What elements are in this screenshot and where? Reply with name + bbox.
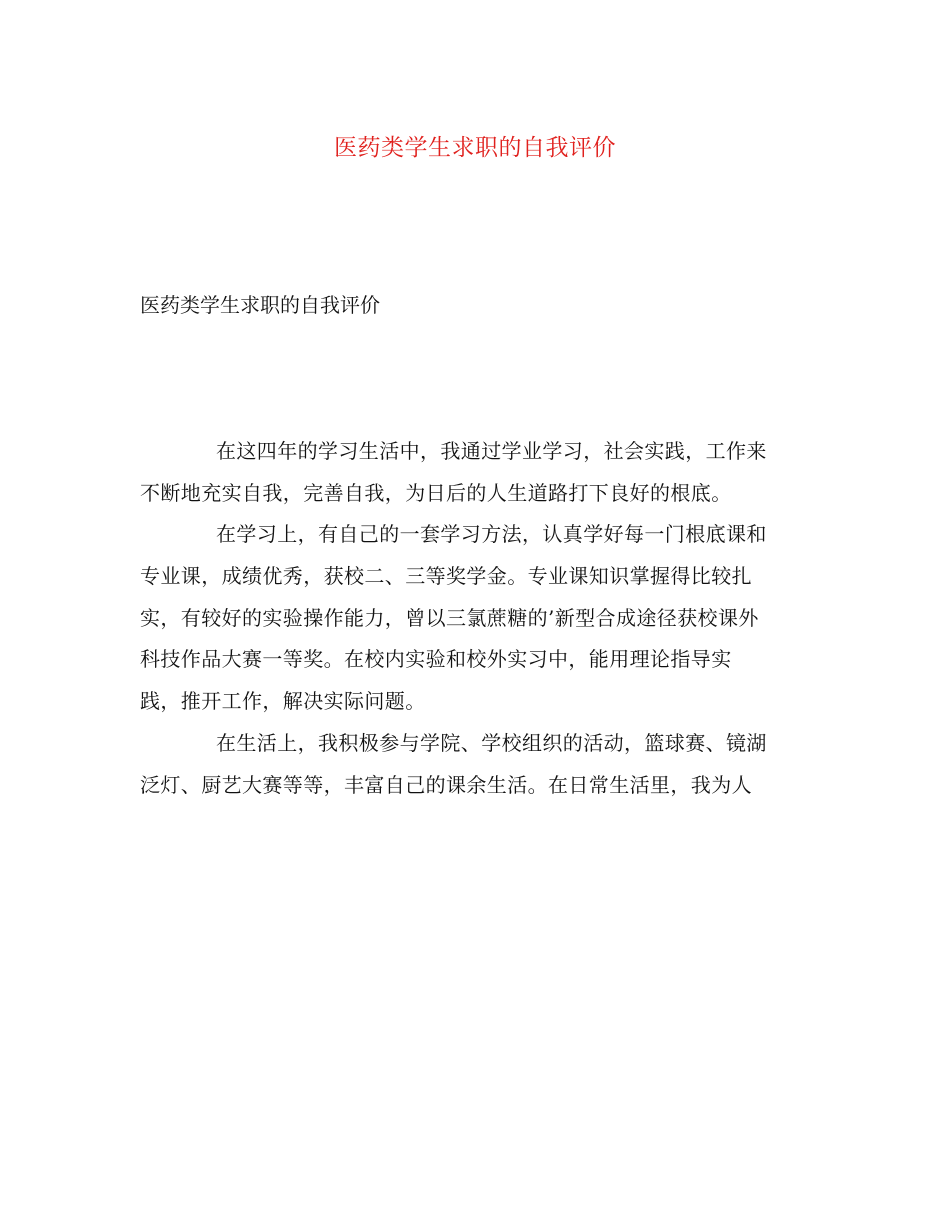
paragraph-line: 践，推开工作，解决实际问题。 (140, 689, 426, 714)
paragraph-line: 在生活上，我积极参与学院、学校组织的活动，篮球赛、镜湖 (216, 730, 767, 755)
paragraph-line: 专业课，成绩优秀，获校二、三等奖学金。专业课知识掌握得比较扎 (140, 564, 752, 589)
paragraph-line: 科技作品大赛一等奖。在校内实验和校外实习中，能用理论指导实 (140, 647, 732, 672)
paragraph-study-life (140, 431, 810, 514)
paragraph-line: 实，有较好的实验操作能力，曾以三氯蔗糖的’新型合成途径获校课外 (140, 605, 759, 630)
document-title: 医药类学生求职的自我评价 (334, 135, 616, 161)
paragraph-academics (140, 514, 810, 722)
paragraph-line: 在学习上，有自己的一套学习方法，认真学好每一门根底课和 (216, 522, 767, 547)
paragraph-line: 在这四年的学习生活中，我通过学业学习，社会实践，工作来 (216, 439, 767, 463)
paragraph-line: 不断地充实自我，完善自我，为日后的人生道路打下良好的根底。 (140, 480, 732, 505)
document-body (140, 431, 810, 806)
document-subtitle: 医药类学生求职的自我评价 (140, 293, 380, 317)
paragraph-line: 泛灯、厨艺大赛等等，丰富自己的课余生活。在日常生活里，我为人 (140, 772, 752, 797)
paragraph-daily-life (140, 723, 810, 806)
